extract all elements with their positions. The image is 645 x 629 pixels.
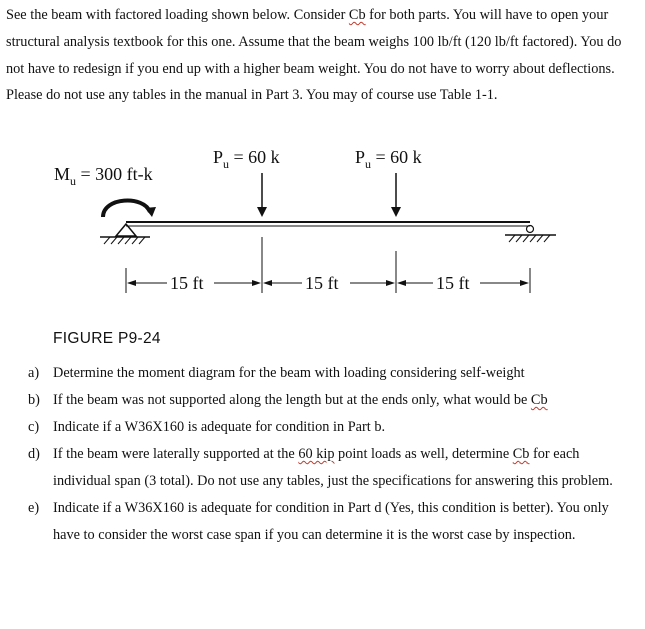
question-label: b): [28, 392, 40, 408]
question-label: d): [28, 446, 40, 462]
intro-text-1: See the beam with factored loading shown below. Consider: [6, 7, 349, 23]
cb-term: Cb: [530, 392, 548, 408]
load-arrow-2: [391, 173, 401, 217]
cb-term: Cb: [348, 7, 366, 23]
moment-arrow: [103, 201, 156, 217]
question-a: [28, 360, 633, 387]
load-label-2: $P_u = 60$ k: [355, 147, 422, 171]
span-label-1: 15 ft: [170, 273, 204, 293]
span-label-3: 15 ft: [436, 273, 470, 293]
question-label: c): [28, 419, 40, 435]
beam-figure: [0, 135, 645, 335]
figure-caption: FIGURE P9-24: [53, 330, 161, 347]
cb-term: Cb: [512, 446, 530, 462]
load-label-1: $P_u = 60$ k: [213, 147, 280, 171]
question-e: [28, 495, 633, 549]
intro-paragraph: [6, 2, 638, 109]
question-label: a): [28, 365, 40, 381]
question-text: Determine the moment diagram for the beam with loading considering self-weight: [53, 365, 525, 381]
question-d: [28, 441, 633, 495]
question-list: [28, 360, 633, 549]
span-label-2: 15 ft: [305, 273, 339, 293]
question-text: If the beam were laterally supported at the: [53, 446, 299, 462]
question-b: [28, 387, 633, 414]
right-roller-support: [505, 226, 556, 243]
beam-diagram: [0, 135, 645, 335]
question-text: point loads as well, determine: [334, 446, 513, 462]
question-c: [28, 414, 633, 441]
question-text: If the beam was not supported along the length but at the ends only, what would be: [53, 392, 531, 408]
left-pin-support: [100, 224, 150, 244]
question-text: for each individual span (3 total). Do not use any tables, just the specifications for answering this problem.: [53, 446, 613, 489]
kip-term: 60 kip: [298, 446, 335, 462]
load-arrow-1: [257, 173, 267, 217]
intro-text-2: for both parts. You will have to open your structural analysis textbook for this one. Assume that the beam weighs 100 lb/ft (120 lb/ft factored). You do not have to redesign if you end up with a higher beam weight. You do not have to worry about deflections. Please do not use any tables in the manual in Part 3. You may of course use Table 1-1.: [6, 7, 622, 104]
question-text: Indicate if a W36X160 is adequate for condition in Part b.: [53, 419, 386, 435]
question-label: e): [28, 500, 40, 516]
problem-statement: [6, 2, 638, 109]
question-text: Indicate if a W36X160 is adequate for condition in Part d (Yes, this condition is better). You only have to consider the worst case span if you can determine it is the worst case by inspection.: [53, 500, 609, 543]
moment-label: $M_u = 300$ ft-k: [54, 164, 153, 188]
